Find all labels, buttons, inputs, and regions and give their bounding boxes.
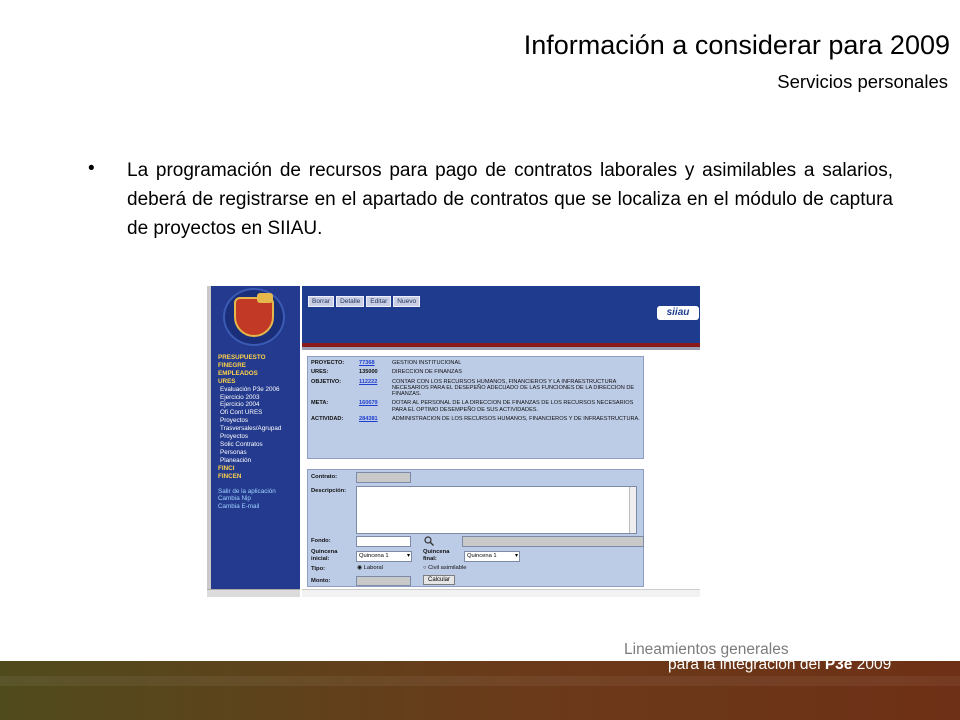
menu-fincen[interactable]: FINCEN bbox=[218, 472, 242, 480]
slide-subtitle: Servicios personales bbox=[777, 71, 948, 92]
info-row bbox=[311, 379, 640, 398]
ures-item-ejercicio-2003[interactable]: Ejercicio 2003 bbox=[220, 393, 260, 401]
quincena-final-select[interactable]: Quincena 1 ▾ bbox=[464, 551, 520, 562]
info-description: GESTION INSTITUCIONAL bbox=[392, 360, 462, 366]
info-label: URES: bbox=[311, 369, 329, 376]
contract-form bbox=[307, 469, 644, 587]
header-divider-grey bbox=[302, 347, 700, 350]
info-row bbox=[311, 369, 640, 375]
info-label: PROYECTO: bbox=[311, 360, 345, 366]
footer-stripe bbox=[0, 676, 960, 686]
info-label: META: bbox=[311, 400, 329, 407]
fondo-input[interactable] bbox=[356, 536, 411, 547]
info-description: ADMINISTRACION DE LOS RECURSOS HUMANOS, FINANCIEROS Y DE INFRAESTRUCTURA. bbox=[392, 416, 640, 423]
nuevo-button[interactable]: Nuevo bbox=[393, 296, 420, 307]
quincena-inicial-select[interactable]: Quincena 1 ▾ bbox=[356, 551, 412, 562]
menu-ures[interactable]: URES bbox=[218, 377, 236, 385]
app-sidebar bbox=[207, 286, 300, 589]
ures-item-personas[interactable]: Personas bbox=[220, 448, 247, 456]
quincena-inicial-label: Quincena inicial: bbox=[311, 549, 338, 562]
siiau-screenshot bbox=[207, 286, 700, 602]
info-description: DOTAR AL PERSONAL DE LA DIRECCION DE FINANZAS DE LOS RECURSOS NECESARIOS PARA EL OPTIMO DESEMPEÑO DE SUS ACTIVIDADES. bbox=[392, 400, 634, 413]
tipo-label: Tipo: bbox=[311, 566, 326, 572]
menu-finegre[interactable]: FINEGRE bbox=[218, 361, 246, 369]
proyecto-code-link[interactable]: 77368 bbox=[359, 360, 375, 366]
ures-item-trasversales[interactable]: Trasversales/Agrupad bbox=[220, 425, 282, 433]
link-salir[interactable]: Salir de la aplicación bbox=[218, 487, 276, 495]
tipo-laboral-radio[interactable]: ◉ Laboral bbox=[357, 565, 384, 571]
info-row bbox=[311, 400, 640, 413]
menu-finci[interactable]: FINCI bbox=[218, 464, 235, 472]
ures-item-proyectos-2[interactable]: Proyectos bbox=[220, 433, 248, 441]
ures-code: 135000 bbox=[359, 369, 378, 376]
fondo-label: Fondo: bbox=[311, 538, 331, 544]
university-crest-icon bbox=[223, 288, 285, 346]
meta-code-link[interactable]: 160679 bbox=[359, 400, 378, 407]
info-description: CONTAR CON LOS RECURSOS HUMANOS, FINANCIEROS Y LA INFRAESTRUCTURA NECESARIOS PARA EL DESEPEÑO ADECUADO DE LAS FUNCIONES DE LA DIRECCION DE FINANZAS. bbox=[392, 378, 635, 398]
crest-crown bbox=[257, 293, 273, 303]
sidebar-scrollbar[interactable] bbox=[207, 286, 211, 589]
tipo-civil-radio[interactable]: ○ Civil asimilable bbox=[423, 565, 467, 571]
info-description: DIRECCION DE FINANZAS bbox=[392, 369, 462, 376]
quincena-final-label: Quincena final: bbox=[423, 549, 450, 562]
ures-item-evaluacion[interactable]: Evaluación P3e 2006 bbox=[220, 385, 280, 393]
bullet-text: La programación de recursos para pago de contratos laborales y asimilables a salarios, deberá de registrarse en el apartado de contratos que se localiza en el módulo de captura de proyectos en SIIAU. bbox=[127, 160, 893, 239]
monto-field bbox=[356, 576, 411, 586]
editar-button[interactable]: Editar bbox=[366, 296, 391, 307]
footer-subtitle: para la integración del P3e 2009 bbox=[668, 656, 892, 673]
detalle-button[interactable]: Detalle bbox=[336, 296, 364, 307]
actividad-code-link[interactable]: 284381 bbox=[359, 416, 378, 423]
menu-presupuesto[interactable]: PRESUPUESTO bbox=[218, 354, 266, 361]
ures-item-planeacion[interactable]: Planeación bbox=[220, 456, 252, 464]
toolbar bbox=[308, 296, 420, 307]
contrato-field bbox=[356, 472, 411, 483]
project-info-panel bbox=[307, 356, 644, 459]
contrato-label: Contrato: bbox=[311, 474, 338, 480]
link-cambia-nip[interactable]: Cambia Nip bbox=[218, 495, 251, 503]
ures-item-proyectos[interactable]: Proyectos bbox=[220, 417, 248, 425]
calcular-button[interactable]: Calcular bbox=[423, 575, 455, 585]
monto-label: Monto: bbox=[311, 578, 331, 584]
sidebar-horizontal-scrollbar[interactable] bbox=[207, 589, 300, 597]
ures-item-solic-contratos[interactable]: Solic Contratos bbox=[220, 440, 263, 448]
info-label: OBJETIVO: bbox=[311, 378, 342, 385]
link-cambia-email[interactable]: Cambia E-mail bbox=[218, 503, 260, 511]
menu-empleados[interactable]: EMPLEADOS bbox=[218, 369, 258, 377]
app-header bbox=[302, 286, 700, 343]
info-label: ACTIVIDAD: bbox=[311, 416, 344, 423]
ures-item-ejercicio-2004[interactable]: Ejercicio 2004 bbox=[220, 401, 260, 409]
sidebar-menu bbox=[218, 354, 300, 511]
textarea-scrollbar[interactable] bbox=[629, 487, 636, 533]
siiau-logo: siiau bbox=[657, 306, 699, 320]
borrar-button[interactable]: Borrar bbox=[308, 296, 334, 307]
main-horizontal-scrollbar[interactable] bbox=[302, 589, 700, 597]
descripcion-label: Descripción: bbox=[311, 488, 347, 494]
search-icon[interactable] bbox=[424, 536, 434, 546]
footer-title: Lineamientos generales bbox=[624, 641, 789, 658]
info-row bbox=[311, 416, 640, 422]
ures-item-ofi-cont[interactable]: Ofi Cont URES bbox=[220, 409, 263, 417]
bullet-marker: • bbox=[88, 158, 95, 179]
objetivo-code-link[interactable]: 112222 bbox=[359, 378, 378, 385]
fondo-description-field bbox=[462, 536, 644, 547]
info-row bbox=[311, 360, 640, 366]
descripcion-textarea[interactable] bbox=[356, 486, 637, 534]
crest-shield bbox=[234, 297, 274, 337]
slide-title: Información a considerar para 2009 bbox=[523, 30, 950, 60]
